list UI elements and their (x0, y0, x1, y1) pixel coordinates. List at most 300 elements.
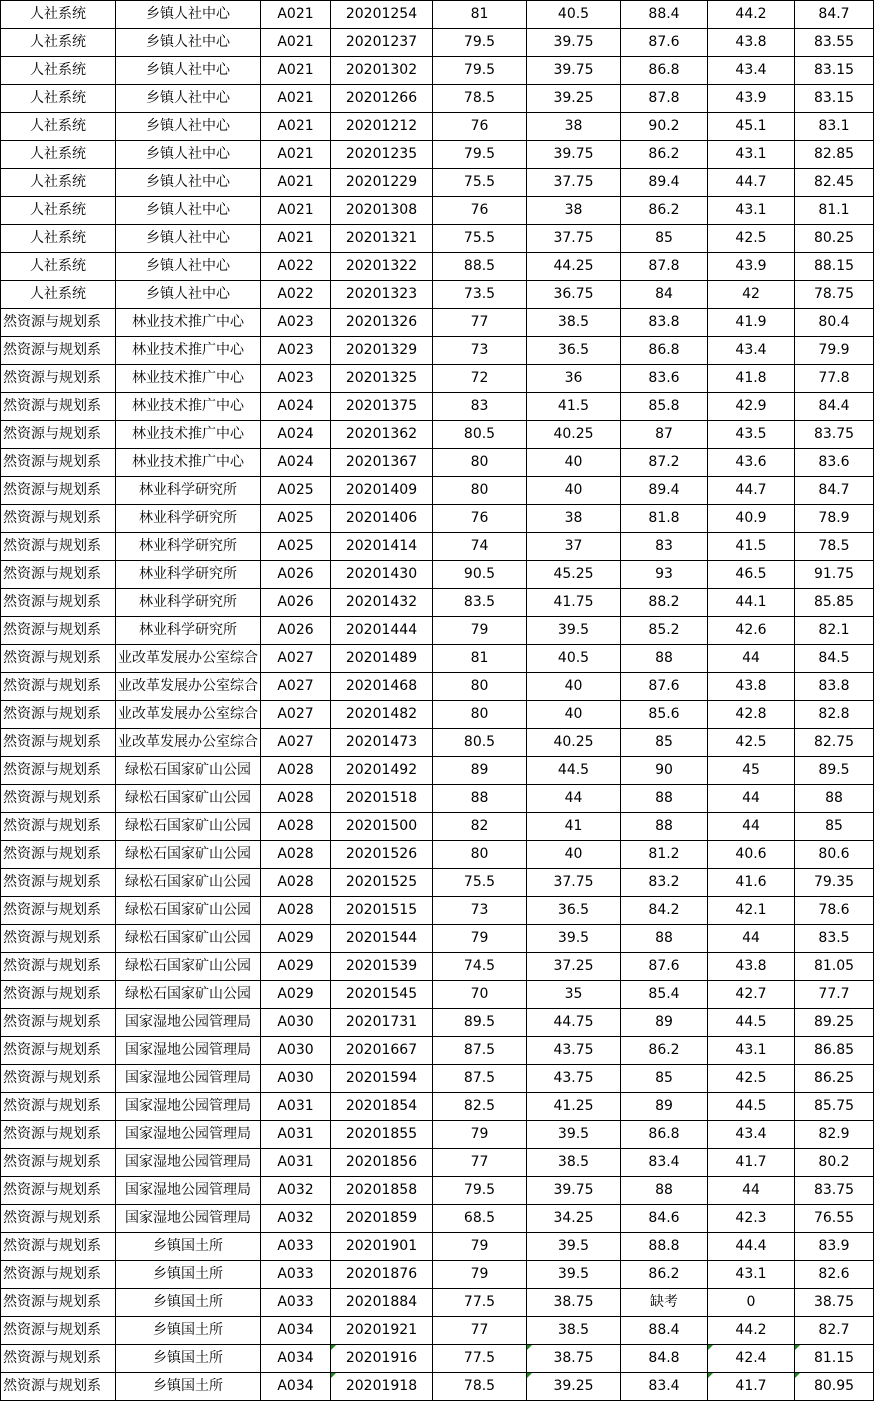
total-score-cell: 83.55 (795, 29, 874, 57)
written-weighted-cell: 39.25 (527, 1373, 621, 1401)
department-cell: 人社系统 (1, 169, 116, 197)
unit-cell: 乡镇国土所 (116, 1317, 261, 1345)
written-weighted-cell: 39.75 (527, 1177, 621, 1205)
interview-score-cell: 89.4 (621, 169, 708, 197)
exam-number-cell: 20201482 (331, 701, 433, 729)
written-weighted-cell: 36.5 (527, 897, 621, 925)
department-cell: 然资源与规划系 (1, 477, 116, 505)
exam-number-cell: 20201444 (331, 617, 433, 645)
interview-weighted-cell: 43.9 (708, 253, 795, 281)
exam-number-cell: 20201473 (331, 729, 433, 757)
position-code-cell: A027 (261, 729, 331, 757)
table-row (1, 197, 874, 225)
department-cell: 然资源与规划系 (1, 813, 116, 841)
position-code-cell: A027 (261, 645, 331, 673)
position-code-cell: A022 (261, 281, 331, 309)
unit-cell: 乡镇国土所 (116, 1261, 261, 1289)
exam-number-cell: 20201667 (331, 1037, 433, 1065)
total-score-cell: 82.45 (795, 169, 874, 197)
total-score-cell: 38.75 (795, 1289, 874, 1317)
department-cell: 然资源与规划系 (1, 869, 116, 897)
unit-cell: 绿松石国家矿山公园 (116, 841, 261, 869)
department-cell: 人社系统 (1, 253, 116, 281)
total-score-cell: 84.7 (795, 1, 874, 29)
table-row (1, 365, 874, 393)
table-row (1, 1317, 874, 1345)
exam-number-cell: 20201212 (331, 113, 433, 141)
interview-weighted-cell: 43.1 (708, 1261, 795, 1289)
table-row (1, 85, 874, 113)
written-score-cell: 73 (433, 897, 527, 925)
written-score-cell: 77.5 (433, 1289, 527, 1317)
written-weighted-cell: 38.5 (527, 1149, 621, 1177)
written-score-cell: 90.5 (433, 561, 527, 589)
position-code-cell: A021 (261, 197, 331, 225)
written-weighted-cell: 37.75 (527, 869, 621, 897)
unit-cell: 绿松石国家矿山公园 (116, 953, 261, 981)
interview-score-cell: 86.2 (621, 141, 708, 169)
interview-score-cell: 85.8 (621, 393, 708, 421)
table-row (1, 561, 874, 589)
interview-weighted-cell: 44 (708, 925, 795, 953)
unit-cell: 业改革发展办公室综合 (116, 645, 261, 673)
interview-weighted-cell: 44.7 (708, 169, 795, 197)
written-score-cell: 79.5 (433, 57, 527, 85)
exam-number-cell: 20201525 (331, 869, 433, 897)
total-score-cell: 83.5 (795, 925, 874, 953)
interview-score-cell: 83.2 (621, 869, 708, 897)
exam-number-cell: 20201430 (331, 561, 433, 589)
total-score-cell: 82.9 (795, 1121, 874, 1149)
written-score-cell: 77.5 (433, 1345, 527, 1373)
interview-score-cell: 84.6 (621, 1205, 708, 1233)
department-cell: 然资源与规划系 (1, 785, 116, 813)
total-score-cell: 83.75 (795, 421, 874, 449)
interview-weighted-cell: 42.8 (708, 701, 795, 729)
table-row (1, 1121, 874, 1149)
position-code-cell: A028 (261, 897, 331, 925)
written-score-cell: 87.5 (433, 1037, 527, 1065)
interview-score-cell: 90 (621, 757, 708, 785)
department-cell: 然资源与规划系 (1, 1009, 116, 1037)
interview-score-cell: 93 (621, 561, 708, 589)
unit-cell: 林业科学研究所 (116, 589, 261, 617)
unit-cell: 绿松石国家矿山公园 (116, 813, 261, 841)
unit-cell: 国家湿地公园管理局 (116, 1009, 261, 1037)
table-row (1, 449, 874, 477)
total-score-cell: 88.15 (795, 253, 874, 281)
table-row (1, 925, 874, 953)
written-weighted-cell: 39.5 (527, 617, 621, 645)
total-score-cell: 83.1 (795, 113, 874, 141)
interview-score-cell: 85.6 (621, 701, 708, 729)
total-score-cell: 82.6 (795, 1261, 874, 1289)
interview-weighted-cell: 45.1 (708, 113, 795, 141)
written-weighted-cell: 40 (527, 673, 621, 701)
position-code-cell: A029 (261, 953, 331, 981)
written-weighted-cell: 44 (527, 785, 621, 813)
department-cell: 然资源与规划系 (1, 1373, 116, 1401)
position-code-cell: A031 (261, 1093, 331, 1121)
table-row (1, 337, 874, 365)
unit-cell: 乡镇人社中心 (116, 169, 261, 197)
table-row (1, 869, 874, 897)
position-code-cell: A032 (261, 1205, 331, 1233)
interview-score-cell: 88.2 (621, 589, 708, 617)
position-code-cell: A025 (261, 533, 331, 561)
table-row (1, 1177, 874, 1205)
written-weighted-cell: 40.25 (527, 729, 621, 757)
written-score-cell: 79.5 (433, 29, 527, 57)
written-weighted-cell: 37.75 (527, 169, 621, 197)
interview-weighted-cell: 43.4 (708, 1121, 795, 1149)
written-weighted-cell: 40.25 (527, 421, 621, 449)
written-weighted-cell: 39.75 (527, 57, 621, 85)
written-score-cell: 78.5 (433, 85, 527, 113)
unit-cell: 国家湿地公园管理局 (116, 1093, 261, 1121)
exam-number-cell: 20201326 (331, 309, 433, 337)
interview-score-cell: 缺考 (621, 1289, 708, 1317)
interview-score-cell: 88 (621, 813, 708, 841)
unit-cell: 乡镇人社中心 (116, 281, 261, 309)
written-score-cell: 89 (433, 757, 527, 785)
interview-score-cell: 88.8 (621, 1233, 708, 1261)
table-row (1, 505, 874, 533)
exam-number-cell: 20201432 (331, 589, 433, 617)
written-score-cell: 82.5 (433, 1093, 527, 1121)
interview-weighted-cell: 44 (708, 813, 795, 841)
interview-score-cell: 87.8 (621, 253, 708, 281)
total-score-cell: 81.15 (795, 1345, 874, 1373)
unit-cell: 乡镇人社中心 (116, 253, 261, 281)
written-weighted-cell: 43.75 (527, 1065, 621, 1093)
interview-score-cell: 86.2 (621, 197, 708, 225)
interview-weighted-cell: 44.1 (708, 589, 795, 617)
total-score-cell: 85.85 (795, 589, 874, 617)
position-code-cell: A021 (261, 29, 331, 57)
table-row (1, 225, 874, 253)
position-code-cell: A027 (261, 673, 331, 701)
total-score-cell: 79.9 (795, 337, 874, 365)
position-code-cell: A031 (261, 1121, 331, 1149)
interview-score-cell: 83.8 (621, 309, 708, 337)
table-row (1, 1289, 874, 1317)
table-row (1, 841, 874, 869)
position-code-cell: A030 (261, 1065, 331, 1093)
table-row (1, 169, 874, 197)
interview-weighted-cell: 44.2 (708, 1, 795, 29)
interview-weighted-cell: 43.4 (708, 337, 795, 365)
total-score-cell: 78.75 (795, 281, 874, 309)
written-score-cell: 79 (433, 1121, 527, 1149)
position-code-cell: A026 (261, 617, 331, 645)
exam-number-cell: 20201916 (331, 1345, 433, 1373)
unit-cell: 林业科学研究所 (116, 505, 261, 533)
written-weighted-cell: 44.25 (527, 253, 621, 281)
written-weighted-cell: 40 (527, 701, 621, 729)
department-cell: 然资源与规划系 (1, 365, 116, 393)
written-score-cell: 89.5 (433, 1009, 527, 1037)
written-weighted-cell: 38 (527, 113, 621, 141)
department-cell: 人社系统 (1, 85, 116, 113)
department-cell: 然资源与规划系 (1, 337, 116, 365)
interview-weighted-cell: 44 (708, 1177, 795, 1205)
interview-weighted-cell: 40.9 (708, 505, 795, 533)
interview-score-cell: 86.8 (621, 337, 708, 365)
exam-number-cell: 20201414 (331, 533, 433, 561)
interview-score-cell: 87.6 (621, 953, 708, 981)
position-code-cell: A030 (261, 1009, 331, 1037)
written-score-cell: 80.5 (433, 729, 527, 757)
unit-cell: 绿松石国家矿山公园 (116, 869, 261, 897)
written-score-cell: 72 (433, 365, 527, 393)
written-weighted-cell: 40.5 (527, 1, 621, 29)
written-weighted-cell: 40.5 (527, 645, 621, 673)
position-code-cell: A026 (261, 589, 331, 617)
total-score-cell: 81.05 (795, 953, 874, 981)
total-score-cell: 86.85 (795, 1037, 874, 1065)
written-score-cell: 83.5 (433, 589, 527, 617)
exam-number-cell: 20201325 (331, 365, 433, 393)
written-weighted-cell: 38.5 (527, 1317, 621, 1345)
table-row (1, 1205, 874, 1233)
interview-score-cell: 87 (621, 421, 708, 449)
exam-number-cell: 20201489 (331, 645, 433, 673)
total-score-cell: 84.7 (795, 477, 874, 505)
position-code-cell: A030 (261, 1037, 331, 1065)
unit-cell: 国家湿地公园管理局 (116, 1065, 261, 1093)
written-score-cell: 79 (433, 925, 527, 953)
written-score-cell: 82 (433, 813, 527, 841)
department-cell: 然资源与规划系 (1, 897, 116, 925)
interview-weighted-cell: 45 (708, 757, 795, 785)
unit-cell: 乡镇国土所 (116, 1345, 261, 1373)
exam-number-cell: 20201855 (331, 1121, 433, 1149)
position-code-cell: A021 (261, 225, 331, 253)
unit-cell: 林业科学研究所 (116, 477, 261, 505)
position-code-cell: A028 (261, 757, 331, 785)
interview-score-cell: 85 (621, 1065, 708, 1093)
department-cell: 然资源与规划系 (1, 841, 116, 869)
table-row (1, 29, 874, 57)
unit-cell: 国家湿地公园管理局 (116, 1121, 261, 1149)
interview-weighted-cell: 41.7 (708, 1373, 795, 1401)
department-cell: 然资源与规划系 (1, 533, 116, 561)
unit-cell: 林业科学研究所 (116, 561, 261, 589)
interview-weighted-cell: 44.4 (708, 1233, 795, 1261)
written-weighted-cell: 35 (527, 981, 621, 1009)
written-weighted-cell: 41.25 (527, 1093, 621, 1121)
interview-score-cell: 88.4 (621, 1, 708, 29)
position-code-cell: A023 (261, 337, 331, 365)
interview-weighted-cell: 44 (708, 785, 795, 813)
written-weighted-cell: 37 (527, 533, 621, 561)
unit-cell: 林业科学研究所 (116, 533, 261, 561)
department-cell: 然资源与规划系 (1, 981, 116, 1009)
table-row (1, 897, 874, 925)
exam-number-cell: 20201918 (331, 1373, 433, 1401)
interview-score-cell: 83 (621, 533, 708, 561)
total-score-cell: 79.35 (795, 869, 874, 897)
position-code-cell: A026 (261, 561, 331, 589)
interview-score-cell: 81.2 (621, 841, 708, 869)
interview-score-cell: 87.6 (621, 29, 708, 57)
interview-weighted-cell: 0 (708, 1289, 795, 1317)
written-score-cell: 70 (433, 981, 527, 1009)
department-cell: 然资源与规划系 (1, 589, 116, 617)
department-cell: 然资源与规划系 (1, 1261, 116, 1289)
interview-score-cell: 87.8 (621, 85, 708, 113)
exam-number-cell: 20201884 (331, 1289, 433, 1317)
total-score-cell: 88 (795, 785, 874, 813)
exam-number-cell: 20201237 (331, 29, 433, 57)
unit-cell: 业改革发展办公室综合 (116, 701, 261, 729)
department-cell: 人社系统 (1, 141, 116, 169)
interview-weighted-cell: 42.6 (708, 617, 795, 645)
written-weighted-cell: 41 (527, 813, 621, 841)
written-score-cell: 83 (433, 393, 527, 421)
total-score-cell: 80.25 (795, 225, 874, 253)
exam-number-cell: 20201406 (331, 505, 433, 533)
department-cell: 人社系统 (1, 281, 116, 309)
table-row (1, 421, 874, 449)
unit-cell: 国家湿地公园管理局 (116, 1177, 261, 1205)
written-score-cell: 79.5 (433, 1177, 527, 1205)
position-code-cell: A033 (261, 1233, 331, 1261)
position-code-cell: A023 (261, 365, 331, 393)
total-score-cell: 80.4 (795, 309, 874, 337)
exam-number-cell: 20201545 (331, 981, 433, 1009)
written-score-cell: 87.5 (433, 1065, 527, 1093)
written-score-cell: 68.5 (433, 1205, 527, 1233)
written-weighted-cell: 44.5 (527, 757, 621, 785)
interview-score-cell: 85.4 (621, 981, 708, 1009)
interview-weighted-cell: 42.5 (708, 225, 795, 253)
exam-number-cell: 20201876 (331, 1261, 433, 1289)
unit-cell: 乡镇人社中心 (116, 85, 261, 113)
total-score-cell: 81.1 (795, 197, 874, 225)
table-row (1, 1233, 874, 1261)
exam-number-cell: 20201322 (331, 253, 433, 281)
written-score-cell: 80.5 (433, 421, 527, 449)
interview-score-cell: 84 (621, 281, 708, 309)
interview-weighted-cell: 43.8 (708, 953, 795, 981)
total-score-cell: 78.5 (795, 533, 874, 561)
interview-weighted-cell: 42.7 (708, 981, 795, 1009)
written-score-cell: 79 (433, 1233, 527, 1261)
unit-cell: 乡镇人社中心 (116, 141, 261, 169)
interview-score-cell: 89 (621, 1093, 708, 1121)
unit-cell: 乡镇人社中心 (116, 29, 261, 57)
department-cell: 然资源与规划系 (1, 1177, 116, 1205)
written-score-cell: 78.5 (433, 1373, 527, 1401)
position-code-cell: A031 (261, 1149, 331, 1177)
written-weighted-cell: 36 (527, 365, 621, 393)
exam-number-cell: 20201323 (331, 281, 433, 309)
written-weighted-cell: 38.75 (527, 1345, 621, 1373)
exam-number-cell: 20201229 (331, 169, 433, 197)
written-weighted-cell: 39.75 (527, 141, 621, 169)
position-code-cell: A025 (261, 477, 331, 505)
position-code-cell: A029 (261, 925, 331, 953)
table-row (1, 645, 874, 673)
written-weighted-cell: 34.25 (527, 1205, 621, 1233)
interview-weighted-cell: 43.9 (708, 85, 795, 113)
written-score-cell: 80 (433, 449, 527, 477)
written-weighted-cell: 44.75 (527, 1009, 621, 1037)
written-weighted-cell: 45.25 (527, 561, 621, 589)
position-code-cell: A021 (261, 57, 331, 85)
department-cell: 然资源与规划系 (1, 925, 116, 953)
interview-score-cell: 87.6 (621, 673, 708, 701)
total-score-cell: 89.5 (795, 757, 874, 785)
interview-weighted-cell: 43.8 (708, 29, 795, 57)
interview-score-cell: 85 (621, 225, 708, 253)
total-score-cell: 76.55 (795, 1205, 874, 1233)
table-row (1, 673, 874, 701)
table-row (1, 1149, 874, 1177)
total-score-cell: 82.85 (795, 141, 874, 169)
interview-weighted-cell: 43.1 (708, 1037, 795, 1065)
written-score-cell: 77 (433, 1149, 527, 1177)
department-cell: 然资源与规划系 (1, 1121, 116, 1149)
exam-number-cell: 20201526 (331, 841, 433, 869)
position-code-cell: A034 (261, 1373, 331, 1401)
interview-score-cell: 85 (621, 729, 708, 757)
department-cell: 人社系统 (1, 113, 116, 141)
written-score-cell: 88 (433, 785, 527, 813)
written-weighted-cell: 38.5 (527, 309, 621, 337)
total-score-cell: 82.7 (795, 1317, 874, 1345)
position-code-cell: A024 (261, 449, 331, 477)
interview-weighted-cell: 44.7 (708, 477, 795, 505)
total-score-cell: 83.15 (795, 85, 874, 113)
total-score-cell: 85.75 (795, 1093, 874, 1121)
total-score-cell: 80.6 (795, 841, 874, 869)
exam-number-cell: 20201544 (331, 925, 433, 953)
interview-score-cell: 81.8 (621, 505, 708, 533)
unit-cell: 业改革发展办公室综合 (116, 729, 261, 757)
position-code-cell: A025 (261, 505, 331, 533)
unit-cell: 乡镇国土所 (116, 1233, 261, 1261)
exam-number-cell: 20201539 (331, 953, 433, 981)
exam-number-cell: 20201375 (331, 393, 433, 421)
table-row (1, 813, 874, 841)
unit-cell: 国家湿地公园管理局 (116, 1205, 261, 1233)
unit-cell: 林业科学研究所 (116, 617, 261, 645)
unit-cell: 乡镇国土所 (116, 1373, 261, 1401)
position-code-cell: A024 (261, 421, 331, 449)
written-score-cell: 75.5 (433, 869, 527, 897)
unit-cell: 绿松石国家矿山公园 (116, 757, 261, 785)
exam-number-cell: 20201500 (331, 813, 433, 841)
interview-score-cell: 88.4 (621, 1317, 708, 1345)
total-score-cell: 83.75 (795, 1177, 874, 1205)
written-weighted-cell: 39.5 (527, 1233, 621, 1261)
department-cell: 然资源与规划系 (1, 505, 116, 533)
position-code-cell: A028 (261, 785, 331, 813)
unit-cell: 林业技术推广中心 (116, 365, 261, 393)
written-weighted-cell: 39.5 (527, 925, 621, 953)
exam-number-cell: 20201854 (331, 1093, 433, 1121)
table-row (1, 1093, 874, 1121)
written-weighted-cell: 41.75 (527, 589, 621, 617)
interview-weighted-cell: 42.5 (708, 729, 795, 757)
total-score-cell: 86.25 (795, 1065, 874, 1093)
written-score-cell: 80 (433, 841, 527, 869)
exam-number-cell: 20201492 (331, 757, 433, 785)
total-score-cell: 89.25 (795, 1009, 874, 1037)
